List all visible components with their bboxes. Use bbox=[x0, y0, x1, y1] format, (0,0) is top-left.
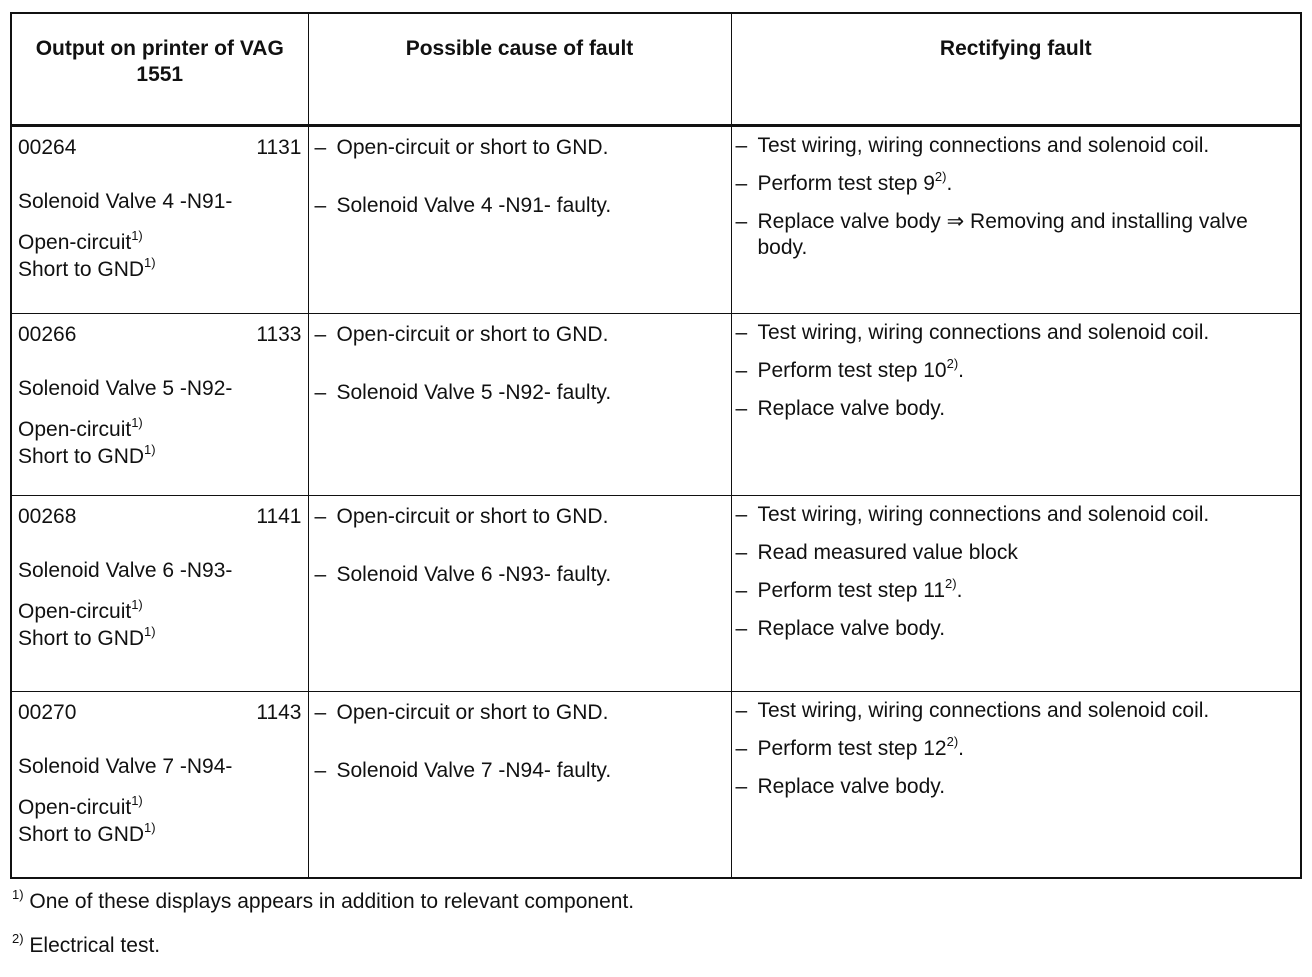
fault-type-open bbox=[18, 416, 302, 443]
dash-bullet: – bbox=[735, 503, 748, 526]
remedy-label: Test wiring, wiring connections and solenoid coil. bbox=[757, 321, 1210, 344]
footnote-ref: 2) bbox=[945, 576, 957, 591]
component-name: Solenoid Valve 7 -N94- bbox=[18, 755, 233, 778]
cause-item bbox=[315, 562, 725, 588]
remedy-item bbox=[736, 540, 1295, 566]
rectify-cell bbox=[731, 126, 1301, 314]
remedy-text bbox=[758, 358, 965, 384]
footnote-ref: 2) bbox=[946, 734, 959, 749]
remedy-label: Replace valve body. bbox=[757, 397, 946, 420]
table-header-row bbox=[11, 13, 1301, 126]
cause-text: Open-circuit or short to GND. bbox=[336, 505, 609, 528]
footnote-ref: 2) bbox=[934, 169, 947, 184]
remedy-item bbox=[736, 133, 1295, 159]
cause-item bbox=[315, 700, 725, 726]
component-name: Solenoid Valve 6 -N93- bbox=[18, 559, 233, 582]
cause-text: Open-circuit or short to GND. bbox=[336, 701, 609, 724]
fault-type-open bbox=[18, 598, 302, 625]
dash-bullet: – bbox=[735, 541, 748, 564]
fault-type-label: Open-circuit bbox=[18, 231, 132, 254]
table-row bbox=[11, 496, 1301, 692]
footnote-ref: 1) bbox=[144, 255, 156, 270]
output-cell bbox=[11, 692, 308, 878]
dash-bullet: – bbox=[735, 321, 748, 344]
component-name: Solenoid Valve 4 -N91- bbox=[18, 190, 233, 213]
dash-bullet: – bbox=[314, 136, 327, 159]
remedy-text bbox=[758, 502, 1210, 528]
remedy-item bbox=[736, 358, 1295, 384]
sae-code: 1141 bbox=[256, 505, 302, 528]
table-row bbox=[11, 314, 1301, 496]
cause-text: Solenoid Valve 4 -N91- faulty. bbox=[336, 194, 612, 217]
footnote-text: One of these displays appears in addition to relevant component. bbox=[29, 889, 635, 913]
fault-table bbox=[10, 12, 1302, 879]
footnote-ref: 1) bbox=[131, 597, 143, 612]
footnote-text: Electrical test. bbox=[29, 933, 161, 957]
remedy-text bbox=[758, 171, 953, 197]
cause-item bbox=[315, 758, 725, 784]
dash-bullet: – bbox=[735, 617, 748, 640]
fault-type-label: Short to GND bbox=[18, 258, 145, 281]
footnote-ref: 1) bbox=[131, 228, 143, 243]
header-output: Output on printer of VAG 1551 bbox=[11, 13, 308, 126]
remedy-label: Perform test step 12 bbox=[757, 737, 947, 760]
fault-type-short bbox=[18, 821, 302, 848]
remedy-text bbox=[758, 774, 946, 800]
footnote-ref: 2) bbox=[946, 356, 959, 371]
fault-code: 00264 bbox=[18, 136, 77, 159]
footnote-ref: 1) bbox=[131, 793, 143, 808]
footnote-ref: 1) bbox=[144, 442, 156, 457]
cause-item bbox=[315, 380, 725, 406]
header-rectify: Rectifying fault bbox=[731, 13, 1301, 126]
remedy-tail: . bbox=[958, 359, 964, 382]
remedy-label: Test wiring, wiring connections and solenoid coil. bbox=[757, 134, 1210, 157]
footnote-ref: 1) bbox=[131, 415, 143, 430]
remedy-item bbox=[736, 209, 1295, 261]
output-cell bbox=[11, 126, 308, 314]
fault-type-short bbox=[18, 256, 302, 283]
fault-codes bbox=[18, 700, 302, 738]
remedy-item bbox=[736, 502, 1295, 528]
remedy-label: Replace valve body. bbox=[757, 617, 946, 640]
dash-bullet: – bbox=[314, 563, 327, 586]
fault-type-label: Open-circuit bbox=[18, 600, 132, 623]
rectify-cell bbox=[731, 496, 1301, 692]
remedy-item bbox=[736, 736, 1295, 762]
remedy-item bbox=[736, 171, 1295, 197]
fault-codes bbox=[18, 322, 302, 360]
remedy-label: Test wiring, wiring connections and solenoid coil. bbox=[757, 503, 1210, 526]
cause-cell bbox=[308, 126, 731, 314]
fault-type-label: Short to GND bbox=[18, 627, 145, 650]
dash-bullet: – bbox=[735, 699, 748, 722]
cause-text: Solenoid Valve 7 -N94- faulty. bbox=[336, 759, 612, 782]
fault-type-label: Short to GND bbox=[18, 445, 145, 468]
fault-codes bbox=[18, 135, 302, 173]
remedy-text bbox=[758, 133, 1210, 159]
dash-bullet: – bbox=[735, 210, 748, 233]
dash-bullet: – bbox=[314, 323, 327, 346]
footnote-mark: 1) bbox=[12, 886, 24, 902]
dash-bullet: – bbox=[735, 737, 748, 760]
remedy-tail: . bbox=[946, 172, 953, 195]
cause-item bbox=[315, 322, 725, 348]
remedy-label: Read measured value block bbox=[757, 541, 1018, 564]
sae-code: 1131 bbox=[256, 136, 302, 159]
remedy-text bbox=[758, 209, 1295, 261]
rectify-cell bbox=[731, 314, 1301, 496]
remedy-text bbox=[758, 616, 946, 642]
cause-cell bbox=[308, 496, 731, 692]
dash-bullet: – bbox=[735, 134, 748, 157]
fault-type-label: Short to GND bbox=[18, 823, 145, 846]
fault-type-short bbox=[18, 443, 302, 470]
footnote-2 bbox=[12, 930, 1300, 959]
remedy-label: Replace valve body ⇒ Removing and installing valve body. bbox=[757, 210, 1248, 259]
sae-code: 1133 bbox=[256, 323, 302, 346]
fault-type-open bbox=[18, 229, 302, 256]
output-cell bbox=[11, 314, 308, 496]
footnotes bbox=[10, 886, 1300, 959]
remedy-item bbox=[736, 774, 1295, 800]
remedy-item bbox=[736, 698, 1295, 724]
dash-bullet: – bbox=[735, 579, 748, 602]
dash-bullet: – bbox=[314, 505, 327, 528]
remedy-item bbox=[736, 578, 1295, 604]
cause-cell bbox=[308, 692, 731, 878]
remedy-item bbox=[736, 616, 1295, 642]
cause-text: Solenoid Valve 5 -N92- faulty. bbox=[336, 381, 612, 404]
dash-bullet: – bbox=[314, 701, 327, 724]
fault-table-page bbox=[10, 12, 1300, 977]
remedy-text bbox=[758, 540, 1018, 566]
remedy-text bbox=[758, 578, 963, 604]
fault-code: 00268 bbox=[18, 505, 77, 528]
footnote-ref: 1) bbox=[144, 624, 156, 639]
footnote-1 bbox=[12, 886, 1300, 915]
remedy-label: Perform test step 9 bbox=[757, 172, 935, 195]
remedy-label: Test wiring, wiring connections and solenoid coil. bbox=[757, 699, 1210, 722]
remedy-label: Perform test step 11 bbox=[757, 579, 946, 602]
fault-code: 00270 bbox=[18, 701, 77, 724]
remedy-item bbox=[736, 320, 1295, 346]
table-row bbox=[11, 692, 1301, 878]
remedy-item bbox=[736, 396, 1295, 422]
fault-type-open bbox=[18, 794, 302, 821]
dash-bullet: – bbox=[314, 759, 327, 782]
remedy-tail: . bbox=[958, 737, 964, 760]
dash-bullet: – bbox=[314, 194, 327, 217]
cause-item bbox=[315, 193, 725, 219]
remedy-label: Replace valve body. bbox=[757, 775, 946, 798]
cause-item bbox=[315, 504, 725, 530]
output-cell bbox=[11, 496, 308, 692]
remedy-text bbox=[758, 320, 1210, 346]
cause-item bbox=[315, 135, 725, 161]
rectify-cell bbox=[731, 692, 1301, 878]
dash-bullet: – bbox=[735, 397, 748, 420]
dash-bullet: – bbox=[314, 381, 327, 404]
remedy-label: Perform test step 10 bbox=[757, 359, 947, 382]
footnote-ref: 1) bbox=[144, 820, 156, 835]
footnote-mark: 2) bbox=[12, 930, 24, 946]
remedy-text bbox=[758, 698, 1210, 724]
remedy-text bbox=[758, 736, 965, 762]
remedy-text bbox=[758, 396, 946, 422]
header-cause: Possible cause of fault bbox=[308, 13, 731, 126]
table-row bbox=[11, 126, 1301, 314]
fault-type-label: Open-circuit bbox=[18, 796, 132, 819]
dash-bullet: – bbox=[735, 775, 748, 798]
fault-code: 00266 bbox=[18, 323, 77, 346]
dash-bullet: – bbox=[735, 359, 748, 382]
cause-text: Solenoid Valve 6 -N93- faulty. bbox=[336, 563, 612, 586]
cause-text: Open-circuit or short to GND. bbox=[336, 136, 609, 159]
sae-code: 1143 bbox=[256, 701, 302, 724]
dash-bullet: – bbox=[735, 172, 748, 195]
remedy-tail: . bbox=[956, 579, 963, 602]
cause-cell bbox=[308, 314, 731, 496]
component-name: Solenoid Valve 5 -N92- bbox=[18, 377, 233, 400]
fault-type-label: Open-circuit bbox=[18, 418, 132, 441]
cause-text: Open-circuit or short to GND. bbox=[336, 323, 609, 346]
fault-codes bbox=[18, 504, 302, 542]
fault-type-short bbox=[18, 625, 302, 652]
